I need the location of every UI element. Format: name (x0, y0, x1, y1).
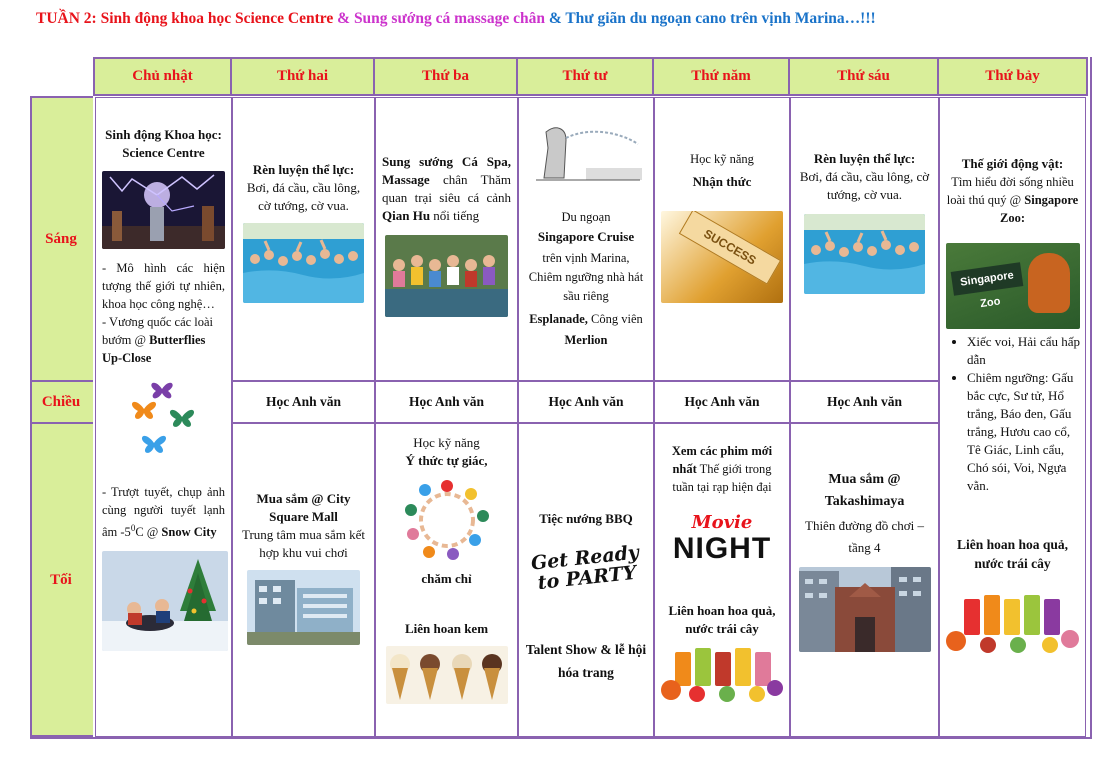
saturday-morning-text-a: Tìm hiểu đời sống nhiều loài thú quý @ (946, 175, 1074, 207)
merlion-image (526, 118, 646, 188)
saturday-cell (939, 97, 1086, 737)
friday-morning-cell (790, 97, 939, 381)
wednesday-evening-cell (518, 423, 654, 737)
day-header-monday: Thứ hai (232, 58, 375, 95)
friday-pool-image (804, 214, 925, 294)
monday-morning-cell (232, 97, 375, 381)
city-square-mall-image (247, 570, 360, 645)
saturday-bullets (945, 333, 1080, 495)
monday-morning-title: Rèn luyện thể lực: (252, 162, 355, 177)
fish-spa-image (385, 235, 508, 317)
title-amp-1: & (333, 10, 354, 27)
saturday-fruit-juice-image (946, 591, 1080, 653)
tuesday-morning-text-a: chân Thăm quan trại siêu cá cảnh (382, 172, 511, 205)
friday-evening-cell (790, 423, 939, 737)
friday-afternoon-cell: Học Anh văn (790, 381, 939, 423)
period-divider (30, 422, 93, 424)
thursday-evening-text (661, 442, 783, 496)
saturday-bullet-1: • Xiếc voi, Hải cẩu hấp dẫn (967, 333, 1080, 369)
friday-evening-bold: Mua sắm @ Takashimaya (824, 472, 905, 509)
thursday-morning-bold: Nhận thức (692, 174, 752, 189)
night-image-text: NIGHT (672, 532, 772, 565)
thursday-evening-bold-2: Liên hoan hoa quả, nước trái cây (668, 603, 776, 636)
day-header-saturday: Thứ bảy (985, 68, 1040, 84)
monday-evening-title: Mua sắm @ City Square Mall (256, 491, 351, 524)
butterflies-image (124, 373, 204, 465)
saturday-bullet-2: • Chiêm ngưỡng: Gấu bắc cực, Sư tử, Hổ trắng, Báo đen, Gấu trắng, Hươu cao cổ, Tê Giác, Linh cẩu, Chó sói, Voi, Ngựa vằn. (967, 369, 1080, 495)
sunday-desc-3-text-b: C @ (135, 525, 162, 540)
wednesday-morning-bold-2: Esplanade, (529, 312, 588, 326)
wednesday-evening-bold-1: Tiệc nướng BBQ (539, 511, 633, 526)
tuesday-morning-text-b: nổi tiếng (430, 208, 480, 223)
wednesday-morning-text-2: trên vịnh Marina, Chiêm ngưỡng nhà hát sầu riêng (528, 251, 644, 303)
friday-morning-title: Rèn luyện thể lực: (813, 151, 916, 166)
thursday-morning-cell (654, 97, 790, 381)
movie-night-image (666, 512, 778, 584)
page-title (36, 10, 876, 28)
sunday-title-line1: Sinh động Khoa học: (105, 127, 222, 142)
thursday-evening-cell (654, 423, 790, 737)
takashimaya-image (799, 567, 931, 652)
sunday-desc-2 (102, 313, 225, 367)
title-part-2: Sung sướng cá massage chân (353, 10, 545, 27)
period-afternoon: Chiều (41, 393, 81, 410)
monday-afternoon-cell: Học Anh văn (232, 381, 375, 423)
zoo-sign-text: Singapore Zoo (950, 262, 1023, 296)
kids-circle-image (401, 476, 493, 564)
tuesday-evening-text: Học kỹ năng (413, 435, 480, 450)
monday-evening-text: Trung tâm mua sắm kết hợp khu vui chơi (241, 527, 365, 560)
day-header-friday: Thứ sáu (790, 58, 939, 95)
saturday-morning-bold: Singapore Zoo: (1000, 193, 1079, 225)
sunday-desc-3-text: - Trượt tuyết, chụp ảnh cùng người tuyết lạnh âm -5 (102, 485, 225, 540)
wednesday-morning-cell (518, 97, 654, 381)
science-centre-image (102, 171, 225, 249)
sunday-desc-3 (102, 483, 225, 541)
ice-cream-image (386, 646, 508, 704)
wednesday-morning-bold-3: Merlion (564, 333, 608, 347)
tuesday-morning-bold: Qian Hu (382, 208, 431, 223)
day-header-wednesday: Thứ tư (518, 58, 654, 95)
degree-sup: 0 (130, 523, 136, 533)
sunday-desc-2-bold: Butterflies Up-Close (102, 333, 206, 365)
tuesday-evening-bold-2: chăm chỉ (421, 571, 472, 586)
day-header-sunday: Chủ nhật (95, 58, 232, 95)
wednesday-morning-text-3a: Công viên (587, 312, 643, 326)
sunday-cell (95, 97, 232, 737)
fruit-juice-image (661, 642, 783, 702)
tuesday-afternoon-cell: Học Anh văn (375, 381, 518, 423)
title-part-3: Thư giãn du ngoạn cano trên vịnh Marina…!!! (565, 10, 876, 27)
thursday-morning-text: Học kỹ năng (690, 152, 754, 166)
saturday-morning-text (945, 173, 1080, 227)
saturday-morning-title: Thế giới động vật: (961, 156, 1064, 171)
wednesday-morning-text-1: Du ngoạn (561, 210, 611, 224)
wednesday-evening-bold-2: Talent Show & lễ hội hóa trang (525, 642, 647, 680)
period-divider (30, 380, 93, 382)
day-header-tuesday: Thứ ba (375, 58, 518, 95)
friday-evening-text: Thiên đường đồ chơi – tầng 4 (805, 518, 924, 555)
wednesday-morning-bold-1: Singapore Cruise (537, 229, 635, 244)
monday-morning-text: Bơi, đá cầu, cầu lông, cờ tướng, cờ vua. (246, 180, 361, 213)
success-key-image (661, 211, 783, 303)
wednesday-afternoon-cell: Học Anh văn (518, 381, 654, 423)
day-header-thursday: Thứ năm (654, 58, 790, 95)
thursday-evening-text-a: Thế giới trong tuần tại rạp hiện đại (672, 462, 772, 494)
swimming-pool-image (243, 223, 364, 303)
sunday-desc-2-text: - Vương quốc các loài bướm @ (102, 315, 214, 347)
period-morning: Sáng (45, 230, 77, 247)
tuesday-morning-title: Sung sướng Cá Spa, Massage (382, 154, 511, 187)
title-amp-2: & (544, 10, 566, 27)
tuesday-evening-cell (375, 423, 518, 737)
friday-morning-text: Bơi, đá cầu, cầu lông, cờ tướng, cờ vua. (799, 169, 930, 202)
sunday-desc-1: - Mô hình các hiện tượng thế giới tự nhiên, khoa học công nghệ… (102, 261, 225, 311)
sunday-title-line2: Science Centre (122, 145, 205, 160)
orangutan-icon (1028, 253, 1070, 313)
wednesday-morning-text-3 (525, 309, 647, 351)
period-evening: Tối (50, 571, 72, 588)
thursday-evening-bold-1: Xem các phim mới nhất (671, 444, 773, 476)
party-image (530, 540, 642, 618)
tuesday-evening-bold: Ý thức tự giác, (405, 453, 488, 468)
thursday-afternoon-cell: Học Anh văn (654, 381, 790, 423)
singapore-zoo-image (946, 243, 1080, 329)
tuesday-morning-cell (375, 97, 518, 381)
tuesday-evening-bold-3: Liên hoan kem (404, 621, 489, 636)
sunday-desc-3-bold: Snow City (161, 525, 217, 540)
saturday-evening-bold: Liên hoan hoa quả, nước trái cây (956, 537, 1069, 571)
snow-city-image (102, 551, 228, 651)
success-key-text: SUCCESS (679, 211, 781, 285)
tuesday-morning-text (382, 153, 511, 225)
title-part-1: TUẦN 2: Sinh động khoa học Science Centre (36, 10, 334, 27)
sunday-title (102, 126, 225, 162)
movie-image-text: Movie (691, 512, 753, 533)
monday-evening-cell (232, 423, 375, 737)
party-image-text: Get Ready to PARTY (529, 541, 640, 595)
